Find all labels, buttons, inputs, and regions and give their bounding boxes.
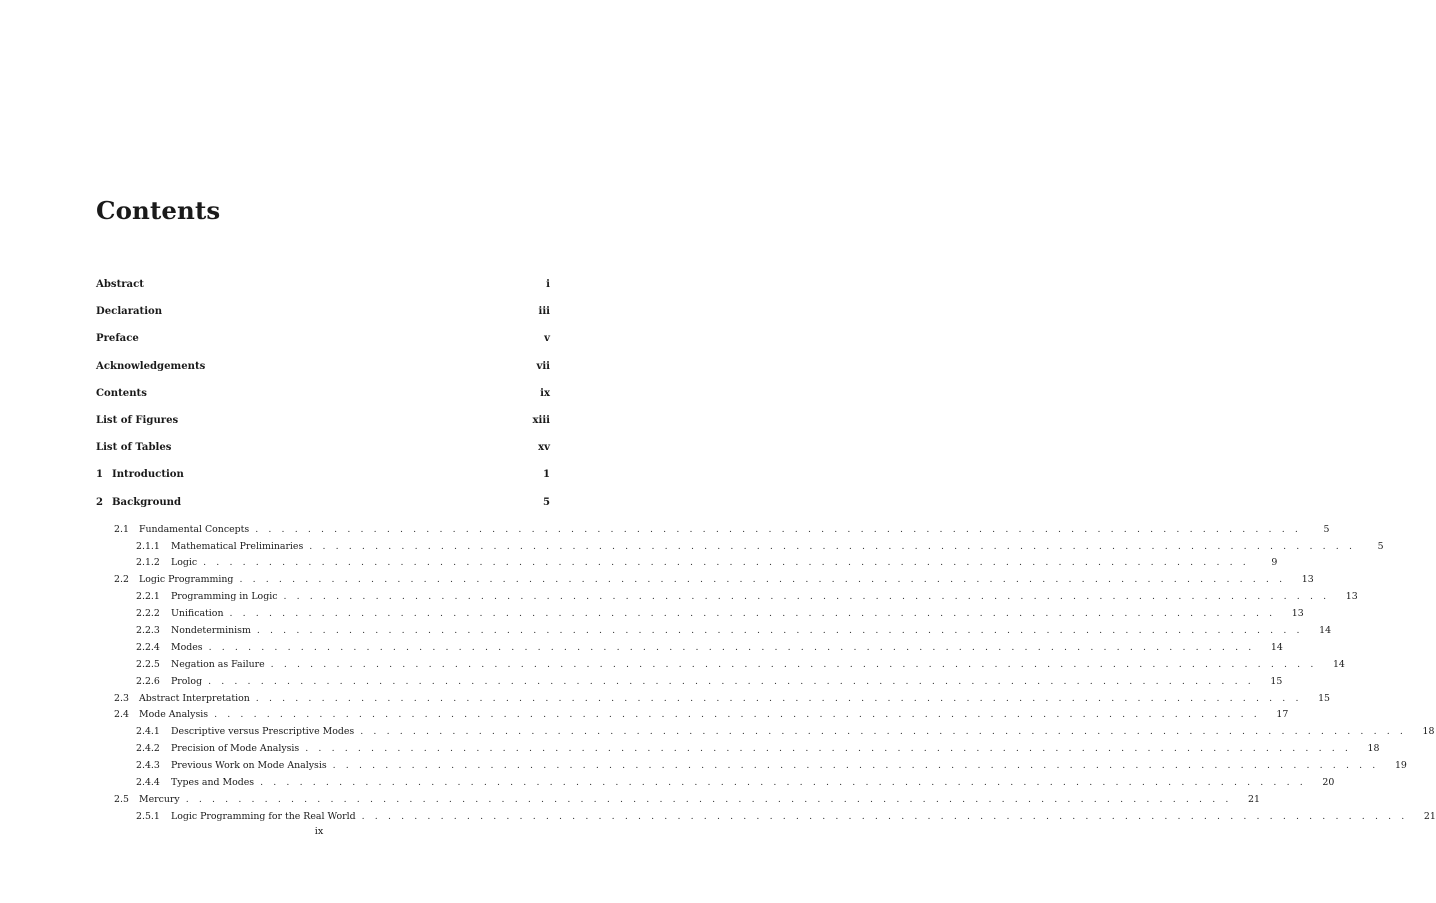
dot-leader: . . . . . . . . . . . . . . . . . . . . . . . . . . . . . . . . . . . . . . . . . . . . . . . . . . . . . . . . . . . . . . . . . . . . . . . . . . . . . . . . xyxy=(256,625,1304,637)
dot-leader: . . . . . . . . . . . . . . . . . . . . . . . . . . . . . . . . . . . . . . . . . . . . . . . . . . . . . . . . . . . . . . . . . . . . . . . . . . . . . . . . xyxy=(229,608,1276,620)
toc-entry-title: Negation as Failure xyxy=(171,658,265,670)
dot-leader: . . . . . . . . . . . . . . . . . . . . . . . . . . . . . . . . . . . . . . . . . . . . . . . . . . . . . . . . . . . . . . . . . . . . . . . . . . . . . . . . xyxy=(185,793,1232,805)
toc-entry-title: Acknowledgements xyxy=(96,360,206,372)
dot-leader: . . . . . . . . . . . . . . . . . . . . . . . . . . . . . . . . . . . . . . . . . . . . . . . . . . . . . . . . . . . . . . . . . . . . . . . . . . . . . . . . xyxy=(305,743,1352,755)
toc-entry-page: 5 xyxy=(1323,523,1330,535)
toc-entry-title: Prolog xyxy=(171,675,203,687)
toc-entry-title: Declaration xyxy=(96,306,163,318)
toc-entry-number: 2.1.2 xyxy=(136,557,160,569)
toc-entry-page: ix xyxy=(540,387,550,399)
toc-entry-page: 18 xyxy=(1422,726,1435,738)
toc-entry-page: 13 xyxy=(1301,574,1314,586)
toc-entry-page: v xyxy=(544,333,550,345)
toc-entry-title: Mercury xyxy=(139,793,180,805)
toc-entry-page: 15 xyxy=(1318,692,1331,704)
dot-leader: . . . . . . . . . . . . . . . . . . . . . . . . . . . . . . . . . . . . . . . . . . . . . . . . . . . . . . . . . . . . . . . . . . . . . . . . . . . . . . . . xyxy=(255,523,1302,535)
toc-entry-title: Fundamental Concepts xyxy=(139,523,250,535)
toc-section-entry xyxy=(96,793,1260,811)
toc-entry-title: Types and Modes xyxy=(171,777,255,789)
toc-entry-title: Programming in Logic xyxy=(171,591,278,603)
dot-leader: . . . . . . . . . . . . . . . . . . . . . . . . . . . . . . . . . . . . . . . . . . . . . . . . . . . . . . . . . . . . . . . . . . . . . . . . . . . . . . . . xyxy=(239,574,1286,586)
toc-entry-number: 2.5 xyxy=(114,793,129,805)
toc-entry-number: 2.1 xyxy=(114,523,129,535)
dot-leader: . . . . . . . . . . . . . . . . . . . . . . . . . . . . . . . . . . . . . . . . . . . . . . . . . . . . . . . . . . . . . . . . . . . . . . . . . . . . . . . . xyxy=(283,591,1330,603)
table-of-contents xyxy=(96,279,1436,828)
toc-entry-number: 2.5.1 xyxy=(136,810,160,822)
toc-subsection-entry xyxy=(96,540,1384,558)
toc-subsection-entry xyxy=(96,625,1332,642)
page-heading: Contents xyxy=(96,196,221,225)
toc-section-entry xyxy=(96,523,1330,541)
toc-entry-page: 5 xyxy=(542,496,550,508)
toc-entry-number: 1 xyxy=(96,469,104,481)
toc-entry-page: xiii xyxy=(532,414,550,426)
toc-entry-page: 13 xyxy=(1345,591,1358,603)
toc-subsection-entry xyxy=(96,760,1407,777)
toc-entry-page: 14 xyxy=(1319,625,1332,637)
toc-subsection-entry xyxy=(96,726,1435,743)
toc-entry-number: 2.2.4 xyxy=(136,641,160,653)
toc-section-entry xyxy=(96,692,1331,710)
toc-entry-title: Preface xyxy=(96,333,139,345)
toc-entry-page: iii xyxy=(538,306,550,318)
page-number: ix xyxy=(314,826,324,837)
toc-subsection-entry xyxy=(96,743,1380,760)
toc-entry-number: 2.4.3 xyxy=(136,760,160,772)
toc-entry-title: Previous Work on Mode Analysis xyxy=(171,760,327,772)
toc-subsection-entry xyxy=(96,777,1335,794)
toc-entry-number: 2.2.6 xyxy=(136,675,160,687)
toc-subsection-entry xyxy=(96,641,1283,659)
toc-entry-number: 2 xyxy=(96,496,104,508)
toc-entry-page: 19 xyxy=(1394,760,1407,772)
toc-entry-number: 2.4.1 xyxy=(136,726,160,738)
toc-entry-number: 2.2 xyxy=(114,574,129,586)
toc-chapter-entry xyxy=(96,388,550,415)
toc-entry-page: 17 xyxy=(1276,709,1289,721)
toc-subsection-entry xyxy=(96,658,1345,676)
toc-entry-page: 9 xyxy=(1271,557,1278,569)
toc-entry-number: 2.2.3 xyxy=(136,625,160,637)
toc-section-entry xyxy=(96,574,1314,591)
toc-entry-page: 21 xyxy=(1423,810,1436,822)
toc-chapter-entry xyxy=(96,497,550,524)
toc-entry-title: Introduction xyxy=(112,469,184,481)
toc-entry-page: vii xyxy=(536,360,550,372)
dot-leader: . . . . . . . . . . . . . . . . . . . . . . . . . . . . . . . . . . . . . . . . . . . . . . . . . . . . . . . . . . . . . . . . . . . . . . . . . . . . . . . . xyxy=(208,675,1255,687)
toc-entry-page: 20 xyxy=(1322,777,1335,789)
toc-entry-title: List of Figures xyxy=(96,414,179,426)
toc-entry-title: Logic xyxy=(171,557,198,569)
toc-entry-number: 2.4.4 xyxy=(136,777,160,789)
toc-entry-page: 15 xyxy=(1270,675,1283,687)
dot-leader: . . . . . . . . . . . . . . . . . . . . . . . . . . . . . . . . . . . . . . . . . . . . . . . . . . . . . . . . . . . . . . . . . . . . . . . . . . . . . . . . xyxy=(361,810,1408,822)
toc-entry-title: Abstract Interpretation xyxy=(139,692,250,704)
toc-entry-number: 2.2.1 xyxy=(136,591,160,603)
toc-subsection-entry xyxy=(96,591,1358,608)
toc-entry-page: 21 xyxy=(1248,793,1260,805)
toc-entry-number: 2.3 xyxy=(114,692,129,704)
toc-entry-page: 14 xyxy=(1332,658,1345,670)
toc-entry-title: Abstract xyxy=(96,279,144,290)
dot-leader: . . . . . . . . . . . . . . . . . . . . . . . . . . . . . . . . . . . . . . . . . . . . . . . . . . . . . . . . . . . . . . . . . . . . . . . . . . . . . . . . xyxy=(260,777,1307,789)
dot-leader: . . . . . . . . . . . . . . . . . . . . . . . . . . . . . . . . . . . . . . . . . . . . . . . . . . . . . . . . . . . . . . . . . . . . . . . . . . . . . . . . xyxy=(208,641,1255,653)
toc-chapter-entry xyxy=(96,469,550,496)
toc-entry-page: 13 xyxy=(1291,608,1304,620)
toc-entry-number: 2.2.2 xyxy=(136,608,160,620)
toc-entry-number: 2.4 xyxy=(114,709,129,721)
toc-entry-title: Modes xyxy=(171,641,203,653)
toc-entry-title: Background xyxy=(112,496,182,508)
toc-subsection-entry xyxy=(96,675,1283,693)
toc-entry-page: 14 xyxy=(1270,641,1283,653)
toc-entry-title: Logic Programming xyxy=(139,574,234,586)
toc-entry-title: Descriptive versus Prescriptive Modes xyxy=(171,726,355,738)
dot-leader: . . . . . . . . . . . . . . . . . . . . . . . . . . . . . . . . . . . . . . . . . . . . . . . . . . . . . . . . . . . . . . . . . . . . . . . . . . . . . . . . xyxy=(360,726,1407,738)
dot-leader: . . . . . . . . . . . . . . . . . . . . . . . . . . . . . . . . . . . . . . . . . . . . . . . . . . . . . . . . . . . . . . . . . . . . . . . . . . . . . . . . xyxy=(309,540,1356,552)
dot-leader: . . . . . . . . . . . . . . . . . . . . . . . . . . . . . . . . . . . . . . . . . . . . . . . . . . . . . . . . . . . . . . . . . . . . . . . . . . . . . . . . xyxy=(203,557,1250,569)
dot-leader: . . . . . . . . . . . . . . . . . . . . . . . . . . . . . . . . . . . . . . . . . . . . . . . . . . . . . . . . . . . . . . . . . . . . . . . . . . . . . . . . xyxy=(270,658,1317,670)
toc-chapter-entry xyxy=(96,361,550,388)
toc-entry-number: 2.2.5 xyxy=(136,658,160,670)
toc-entry-title: Logic Programming for the Real World xyxy=(171,810,356,822)
toc-entry-page: 18 xyxy=(1367,743,1380,755)
toc-subsection-entry xyxy=(96,557,1278,574)
toc-chapter-entry xyxy=(96,415,550,442)
toc-chapter-entry xyxy=(96,333,550,360)
toc-entry-page: i xyxy=(546,279,550,290)
toc-entry-title: Precision of Mode Analysis xyxy=(171,743,300,755)
toc-entry-number: 2.1.1 xyxy=(136,540,160,552)
toc-chapter-entry xyxy=(96,306,550,333)
toc-entry-number: 2.4.2 xyxy=(136,743,160,755)
toc-section-entry xyxy=(96,709,1289,726)
toc-entry-title: Mode Analysis xyxy=(139,709,209,721)
toc-entry-title: Unification xyxy=(171,608,224,620)
toc-entry-title: List of Tables xyxy=(96,442,172,454)
toc-subsection-entry xyxy=(96,608,1304,625)
toc-chapter-entry xyxy=(96,442,550,469)
toc-entry-title: Mathematical Preliminaries xyxy=(171,540,304,552)
toc-chapter-entry xyxy=(96,279,550,306)
dot-leader: . . . . . . . . . . . . . . . . . . . . . . . . . . . . . . . . . . . . . . . . . . . . . . . . . . . . . . . . . . . . . . . . . . . . . . . . . . . . . . . . xyxy=(332,760,1379,772)
dot-leader: . . . . . . . . . . . . . . . . . . . . . . . . . . . . . . . . . . . . . . . . . . . . . . . . . . . . . . . . . . . . . . . . . . . . . . . . . . . . . . . . xyxy=(214,709,1261,721)
toc-entry-page: xv xyxy=(538,442,550,454)
toc-entry-page: 1 xyxy=(542,469,550,481)
toc-entry-page: 5 xyxy=(1377,540,1384,552)
toc-entry-title: Nondeterminism xyxy=(171,625,251,637)
dot-leader: . . . . . . . . . . . . . . . . . . . . . . . . . . . . . . . . . . . . . . . . . . . . . . . . . . . . . . . . . . . . . . . . . . . . . . . . . . . . . . . . xyxy=(255,692,1303,704)
toc-entry-title: Contents xyxy=(96,387,147,399)
